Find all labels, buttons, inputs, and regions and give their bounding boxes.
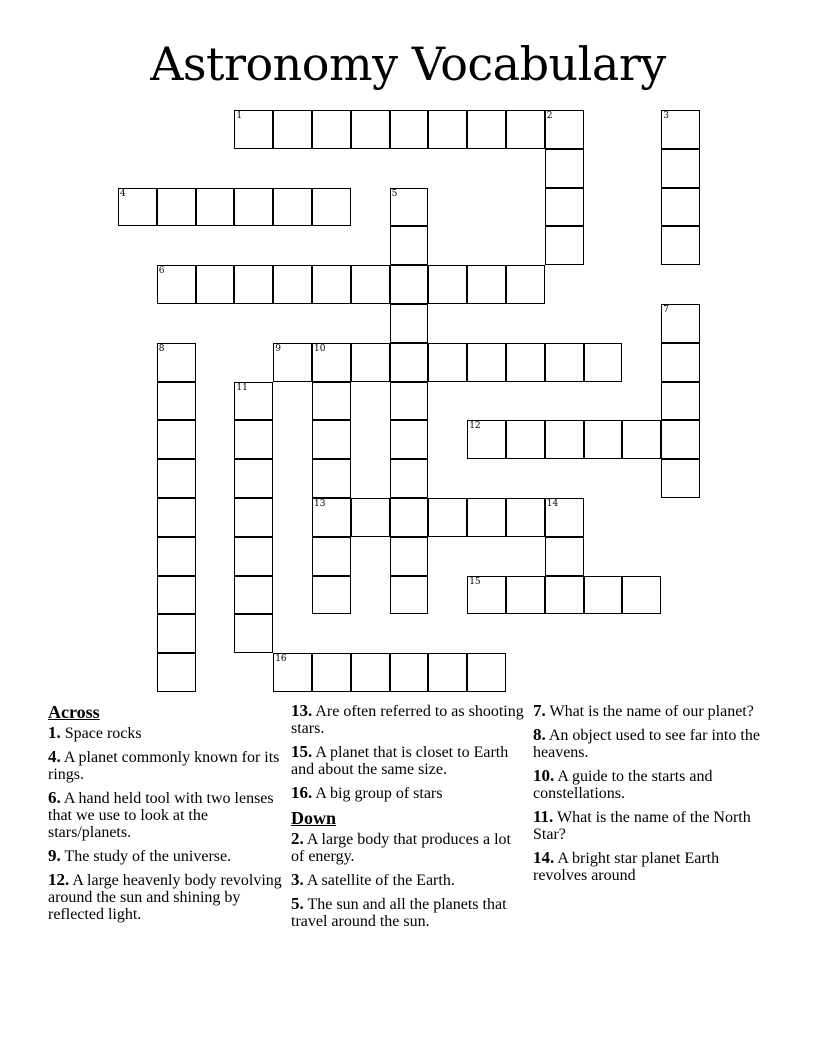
- clue-item-number: 9.: [48, 846, 61, 865]
- grid-cell[interactable]: [390, 653, 429, 692]
- grid-cell[interactable]: [506, 498, 545, 537]
- grid-cell[interactable]: [545, 498, 584, 537]
- grid-cell[interactable]: [506, 576, 545, 615]
- grid-cell[interactable]: [467, 110, 506, 149]
- grid-cell[interactable]: [234, 459, 273, 498]
- clue-number: 7: [663, 305, 669, 315]
- clue-item: [48, 847, 284, 865]
- grid-cell[interactable]: [390, 420, 429, 459]
- clue-item-text: The sun and all the planets that travel around the sun.: [291, 896, 507, 930]
- grid-cell[interactable]: [661, 149, 700, 188]
- grid-cell[interactable]: [234, 110, 273, 149]
- grid-cell[interactable]: [273, 110, 312, 149]
- clue-item-number: 1.: [48, 723, 61, 742]
- grid-cell[interactable]: [545, 226, 584, 265]
- grid-cell[interactable]: [118, 188, 157, 227]
- clue-item-text: What is the name of the North Star?: [533, 809, 751, 843]
- grid-cell[interactable]: [390, 382, 429, 421]
- grid-cell[interactable]: [312, 537, 351, 576]
- clue-number: 1: [236, 111, 243, 121]
- grid-cell[interactable]: [622, 576, 661, 615]
- clue-item-number: 11.: [533, 807, 554, 826]
- grid-cell[interactable]: [390, 265, 429, 304]
- grid-cell[interactable]: [196, 188, 235, 227]
- clue-column-1: [48, 702, 284, 929]
- clue-number: 3: [663, 111, 669, 121]
- grid-cell[interactable]: [467, 265, 506, 304]
- grid-cell[interactable]: [661, 343, 700, 382]
- grid-cell[interactable]: [273, 188, 312, 227]
- clue-number: 13: [314, 499, 326, 509]
- grid-cell[interactable]: [312, 343, 351, 382]
- clue-column-3: [533, 702, 769, 890]
- clue-item: [291, 871, 527, 889]
- grid-cell[interactable]: [157, 265, 196, 304]
- clue-item-number: 6.: [48, 788, 61, 807]
- grid-cell[interactable]: [584, 420, 623, 459]
- clue-item-text: Are often referred to as shooting stars.: [291, 703, 524, 737]
- grid-cell[interactable]: [351, 498, 390, 537]
- grid-cell[interactable]: [390, 343, 429, 382]
- grid-cell[interactable]: [234, 420, 273, 459]
- grid-cell[interactable]: [196, 265, 235, 304]
- grid-cell[interactable]: [661, 110, 700, 149]
- clue-number: 11: [236, 382, 248, 393]
- clue-number: 10: [314, 343, 326, 354]
- grid-cell[interactable]: [506, 420, 545, 459]
- grid-cell[interactable]: [273, 343, 312, 382]
- grid-cell[interactable]: [157, 614, 196, 653]
- grid-cell[interactable]: [545, 576, 584, 615]
- clue-item-number: 10.: [533, 766, 555, 785]
- clue-item: [48, 748, 284, 783]
- grid-cell[interactable]: [661, 188, 700, 227]
- grid-cell[interactable]: [157, 188, 196, 227]
- grid-cell[interactable]: [234, 382, 273, 421]
- grid-cell[interactable]: [428, 265, 467, 304]
- clue-number: 2: [546, 111, 553, 121]
- clue-item: [291, 702, 527, 737]
- grid-cell[interactable]: [273, 653, 312, 692]
- grid-cell[interactable]: [157, 382, 196, 421]
- grid-cell[interactable]: [157, 420, 196, 459]
- grid-cell[interactable]: [506, 343, 545, 382]
- grid-cell[interactable]: [234, 498, 273, 537]
- clue-item-number: 14.: [533, 848, 555, 867]
- grid-cell[interactable]: [312, 459, 351, 498]
- grid-cell[interactable]: [428, 110, 467, 149]
- clue-number: 5: [391, 188, 398, 199]
- clue-item: [291, 784, 527, 802]
- grid-cell[interactable]: [351, 343, 390, 382]
- clue-item: [533, 726, 769, 761]
- clue-number: 16: [275, 654, 287, 665]
- grid-cell[interactable]: [661, 420, 700, 459]
- grid-cell[interactable]: [390, 537, 429, 576]
- clue-item: [533, 767, 769, 802]
- grid-cell[interactable]: [545, 149, 584, 188]
- grid-cell[interactable]: [351, 110, 390, 149]
- clue-item-number: 4.: [48, 747, 61, 766]
- grid-cell[interactable]: [390, 576, 429, 615]
- grid-cell[interactable]: [467, 343, 506, 382]
- grid-cell[interactable]: [661, 382, 700, 421]
- grid-cell[interactable]: [312, 498, 351, 537]
- grid-cell[interactable]: [390, 188, 429, 227]
- clue-item-number: 2.: [291, 829, 304, 848]
- clue-item-text: The study of the universe.: [64, 848, 232, 865]
- clue-item: [291, 895, 527, 930]
- clue-item-text: A big group of stars: [315, 785, 443, 802]
- grid-cell[interactable]: [545, 420, 584, 459]
- grid-cell[interactable]: [545, 537, 584, 576]
- grid-cell[interactable]: [157, 537, 196, 576]
- grid-cell[interactable]: [157, 343, 196, 382]
- clue-item: [533, 702, 769, 720]
- grid-cell[interactable]: [234, 265, 273, 304]
- clue-item-text: A satellite of the Earth.: [306, 872, 455, 889]
- grid-cell[interactable]: [312, 382, 351, 421]
- page-title: Astronomy Vocabulary: [150, 37, 666, 91]
- grid-cell[interactable]: [661, 459, 700, 498]
- clue-item-text: A hand held tool with two lenses that we use to look at the stars/planets.: [48, 790, 274, 841]
- grid-cell[interactable]: [157, 459, 196, 498]
- clue-item: [291, 830, 527, 865]
- grid-cell[interactable]: [545, 343, 584, 382]
- clue-item-text: A bright star planet Earth revolves around: [533, 850, 720, 884]
- clue-number: 12: [469, 421, 481, 432]
- clue-item: [48, 789, 284, 841]
- grid-cell[interactable]: [234, 537, 273, 576]
- clue-item: [533, 849, 769, 884]
- across-heading: Across: [48, 702, 100, 722]
- grid-cell[interactable]: [157, 498, 196, 537]
- grid-cell[interactable]: [273, 265, 312, 304]
- clue-item: [48, 724, 284, 742]
- grid-cell[interactable]: [234, 576, 273, 615]
- clue-item-text: Space rocks: [64, 725, 142, 742]
- grid-cell[interactable]: [157, 576, 196, 615]
- clue-item-text: A planet commonly known for its rings.: [48, 749, 280, 783]
- clue-number: 6: [158, 266, 165, 277]
- clue-item-text: An object used to see far into the heavens.: [533, 727, 760, 761]
- clue-item-number: 12.: [48, 870, 70, 889]
- clue-item-number: 5.: [291, 894, 304, 913]
- clue-number: 15: [469, 576, 481, 587]
- grid-cell[interactable]: [312, 420, 351, 459]
- clue-item-number: 13.: [291, 701, 313, 720]
- grid-cell[interactable]: [351, 653, 390, 692]
- clue-column-2: [291, 702, 527, 936]
- grid-cell[interactable]: [390, 304, 429, 343]
- grid-cell[interactable]: [622, 420, 661, 459]
- grid-cell[interactable]: [661, 226, 700, 265]
- grid-cell[interactable]: [390, 226, 429, 265]
- grid-cell[interactable]: [545, 110, 584, 149]
- grid-cell[interactable]: [428, 343, 467, 382]
- grid-cell[interactable]: [390, 498, 429, 537]
- clue-item-text: A planet that is closet to Earth and about the same size.: [291, 744, 509, 778]
- clue-number: 14: [546, 499, 559, 509]
- grid-cell[interactable]: [467, 420, 506, 459]
- clue-number: 4: [120, 188, 126, 199]
- grid-cell[interactable]: [428, 653, 467, 692]
- clue-number: 9: [275, 343, 281, 354]
- grid-cell[interactable]: [312, 188, 351, 227]
- clue-item-number: 15.: [291, 742, 313, 761]
- grid-cell[interactable]: [157, 653, 196, 692]
- grid-cell[interactable]: [506, 265, 545, 304]
- grid-cell[interactable]: [545, 188, 584, 227]
- grid-cell[interactable]: [312, 653, 351, 692]
- clue-item-number: 8.: [533, 725, 546, 744]
- grid-cell[interactable]: [390, 459, 429, 498]
- grid-cell[interactable]: [428, 498, 467, 537]
- clue-item-number: 3.: [291, 870, 304, 889]
- clue-item-number: 16.: [291, 783, 313, 802]
- grid-cell[interactable]: [234, 188, 273, 227]
- grid-cell[interactable]: [312, 265, 351, 304]
- grid-cell[interactable]: [506, 110, 545, 149]
- clue-item-text: A large heavenly body revolving around the sun and shining by reflected light.: [48, 872, 282, 923]
- clue-item-text: A large body that produces a lot of energy.: [291, 831, 511, 865]
- grid-cell[interactable]: [351, 265, 390, 304]
- grid-cell[interactable]: [234, 614, 273, 653]
- grid-cell[interactable]: [584, 576, 623, 615]
- grid-cell[interactable]: [467, 498, 506, 537]
- grid-cell[interactable]: [312, 110, 351, 149]
- grid-cell[interactable]: [467, 576, 506, 615]
- clue-item: [48, 871, 284, 923]
- grid-cell[interactable]: [312, 576, 351, 615]
- clue-item-number: 7.: [533, 701, 546, 720]
- clue-item: [291, 743, 527, 778]
- clue-item-text: A guide to the starts and constellations.: [533, 768, 713, 802]
- grid-cell[interactable]: [390, 110, 429, 149]
- grid-cell[interactable]: [584, 343, 623, 382]
- clue-number: 8: [158, 343, 165, 354]
- grid-cell[interactable]: [661, 304, 700, 343]
- clue-item-text: What is the name of our planet?: [549, 703, 754, 720]
- down-heading: Down: [291, 808, 337, 828]
- clue-item: [533, 808, 769, 843]
- grid-cell[interactable]: [467, 653, 506, 692]
